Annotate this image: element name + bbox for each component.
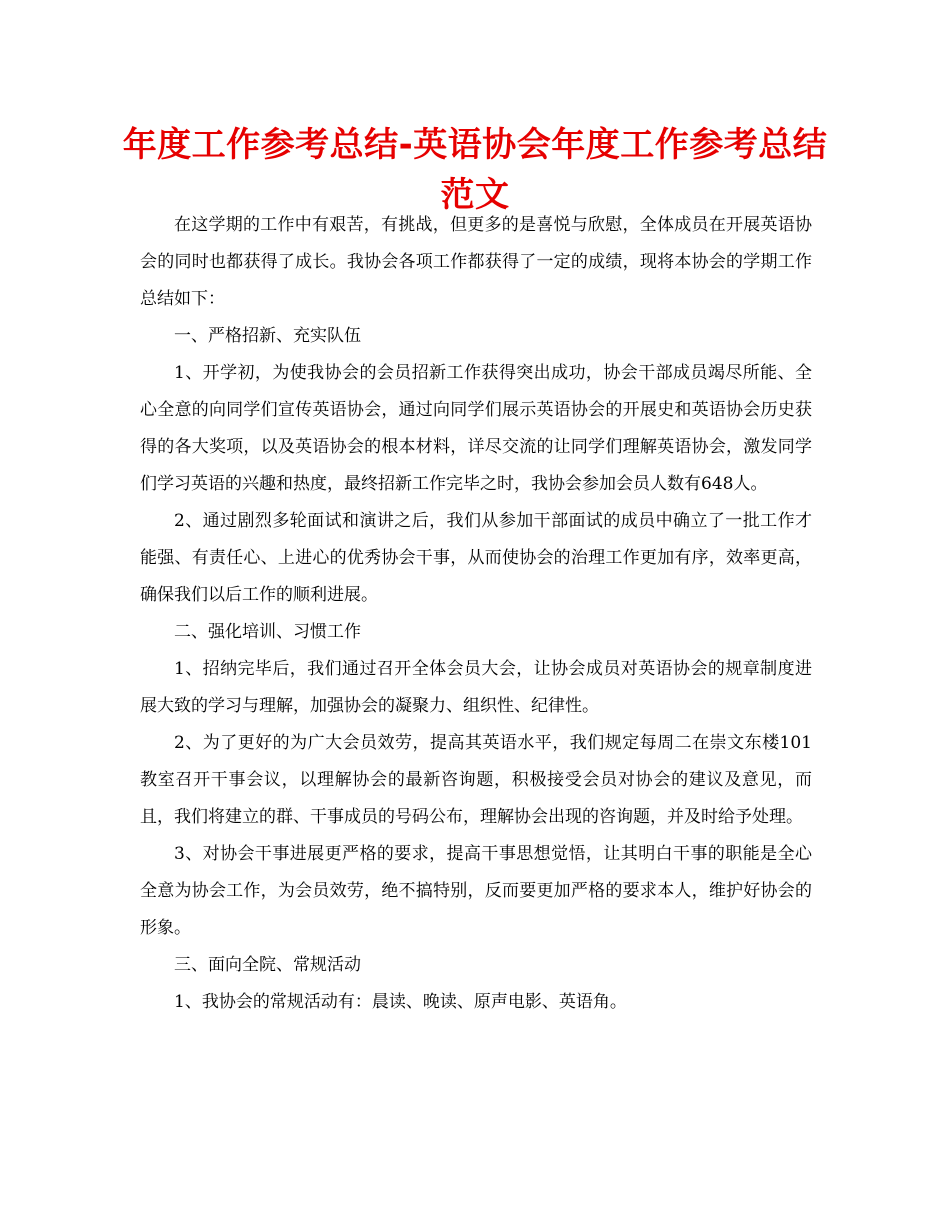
paragraph-1-1: 1、开学初，为使我协会的会员招新工作获得突出成功，协会干部成员竭尽所能、全心全意的向同学们宣传英语协会，通过向同学们展示英语协会的开展史和英语协会历史获得的各大奖项，以及英语协会的根本材料，详尽交流的让同学们理解英语协会，激发同学们学习英语的兴趣和热度，最终招新工作完毕之时，我协会参加会员人数有648人。: [140, 363, 812, 494]
paragraph-2-3: 3、对协会干事进展更严格的要求，提高干事思想觉悟，让其明白干事的职能是全心全意为协会工作，为会员效劳，绝不搞特别，反而要更加严格的要求本人，维护好协会的形象。: [140, 844, 812, 938]
paragraph-intro: 在这学期的工作中有艰苦，有挑战，但更多的是喜悦与欣慰，全体成员在开展英语协会的同时也都获得了成长。我协会各项工作都获得了一定的成绩，现将本协会的学期工作总结如下：: [140, 215, 812, 309]
paragraph-2-2: 2、为了更好的为广大会员效劳，提高其英语水平，我们规定每周二在崇文东楼101教室召开干事会议，以理解协会的最新咨询题，积极接受会员对协会的建议及意见，而且，我们将建立的群、干事成员的号码公布，理解协会出现的咨询题，并及时给予处理。: [140, 733, 812, 827]
section-heading-1: 一、严格招新、充实队伍: [174, 326, 361, 346]
document-body: [140, 207, 812, 1021]
document-title: 年度工作参考总结-英语协会年度工作参考总结范文: [122, 125, 828, 215]
paragraph-3-1: 1、我协会的常规活动有：晨读、晚读、原声电影、英语角。: [174, 992, 627, 1012]
paragraph-2-1: 1、招纳完毕后，我们通过召开全体会员大会，让协会成员对英语协会的规章制度进展大致的学习与理解，加强协会的凝聚力、组织性、纪律性。: [140, 659, 812, 716]
section-heading-2: 二、强化培训、习惯工作: [174, 622, 361, 642]
paragraph-1-2: 2、通过剧烈多轮面试和演讲之后，我们从参加干部面试的成员中确立了一批工作才能强、有责任心、上进心的优秀协会干事，从而使协会的治理工作更加有序，效率更高，确保我们以后工作的顺利进展。: [140, 511, 812, 605]
section-heading-3: 三、面向全院、常规活动: [174, 955, 361, 975]
